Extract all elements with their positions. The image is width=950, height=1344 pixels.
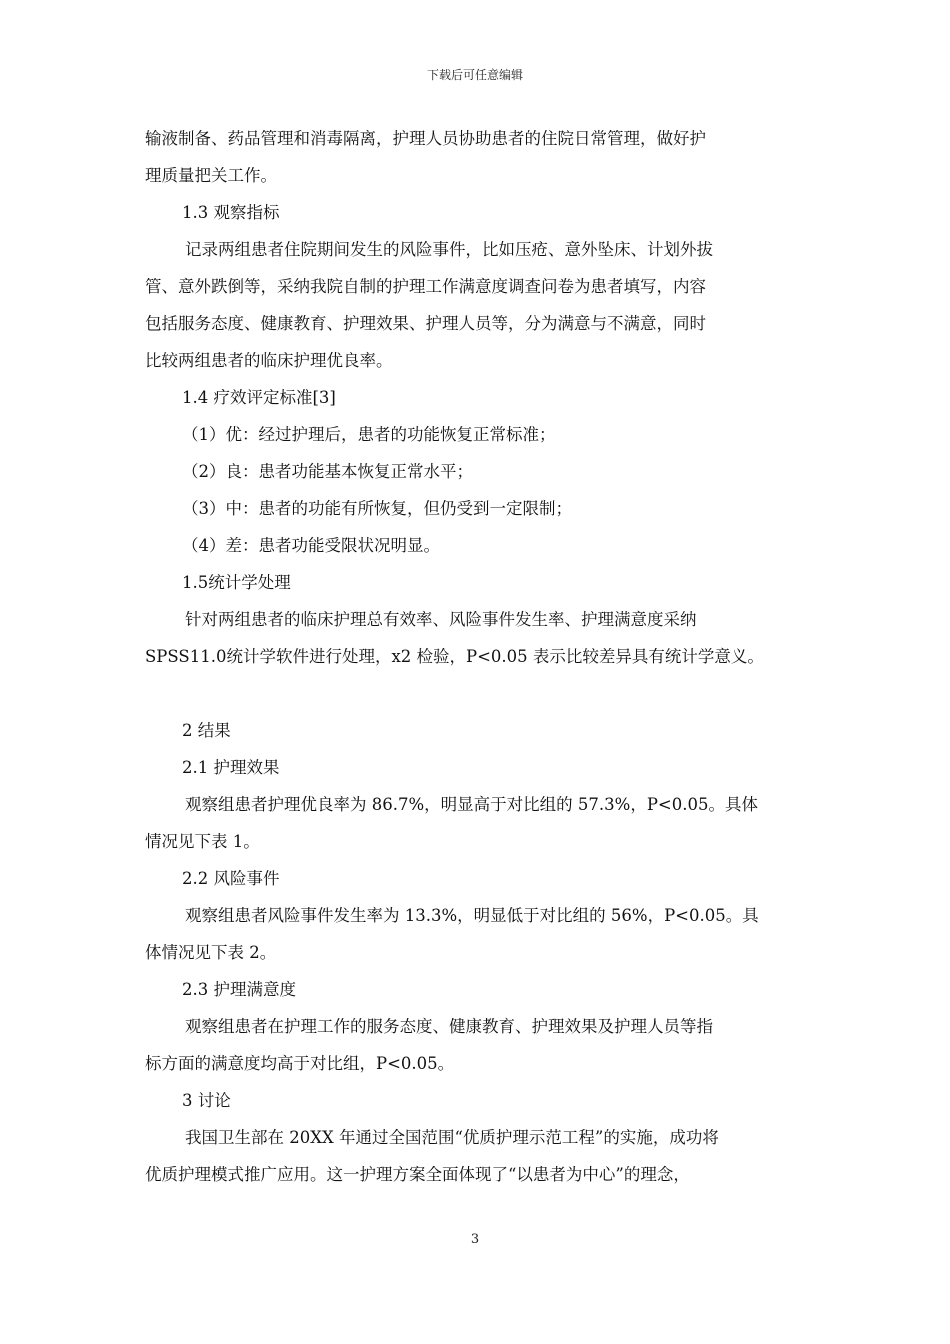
paragraph-line: 体情况见下表 2。 xyxy=(145,943,277,962)
paragraph-line: 针对两组患者的临床护理总有效率、风险事件发生率、护理满意度采纳 xyxy=(185,610,697,629)
paragraph-line: 比较两组患者的临床护理优良率。 xyxy=(145,351,393,370)
section-heading: 2.1 护理效果 xyxy=(182,758,280,777)
list-item: （2）良：患者功能基本恢复正常水平； xyxy=(182,462,473,481)
paragraph-line: 包括服务态度、健康教育、护理效果、护理人员等，分为满意与不满意，同时 xyxy=(145,314,706,333)
paragraph-line: SPSS11.0统计学软件进行处理，x2 检验，P<0.05 表示比较差异具有统计学意义。 xyxy=(145,647,764,666)
section-heading: 2.2 风险事件 xyxy=(182,869,280,888)
blank-line xyxy=(145,675,825,712)
document-body xyxy=(145,120,825,1193)
section-heading: 2 结果 xyxy=(182,721,231,740)
section-heading: 2.3 护理满意度 xyxy=(182,980,296,999)
section-heading: 3 讨论 xyxy=(182,1091,231,1110)
page-number: 3 xyxy=(470,1232,480,1247)
paragraph-line: 观察组患者在护理工作的服务态度、健康教育、护理效果及护理人员等指 xyxy=(185,1017,713,1036)
list-item: （3）中：患者的功能有所恢复，但仍受到一定限制； xyxy=(182,499,572,518)
paragraph-line: 输液制备、药品管理和消毒隔离，护理人员协助患者的住院日常管理，做好护 xyxy=(145,129,706,148)
paragraph-line: 我国卫生部在 20XX 年通过全国范围“优质护理示范工程”的实施，成功将 xyxy=(185,1128,719,1147)
list-item: （1）优：经过护理后，患者的功能恢复正常标准； xyxy=(182,425,556,444)
paragraph-line: 观察组患者风险事件发生率为 13.3%，明显低于对比组的 56%，P<0.05。具 xyxy=(185,906,759,925)
paragraph-line: 记录两组患者住院期间发生的风险事件，比如压疮、意外坠床、计划外拔 xyxy=(185,240,713,259)
paragraph-line: 标方面的满意度均高于对比组，P<0.05。 xyxy=(145,1054,455,1073)
section-heading: 1.4 疗效评定标准[3] xyxy=(182,388,336,407)
paragraph-line: 理质量把关工作。 xyxy=(145,166,277,185)
list-item: （4）差：患者功能受限状况明显。 xyxy=(182,536,440,555)
paragraph-line: 情况见下表 1。 xyxy=(145,832,260,851)
header-note: 下载后可任意编辑 xyxy=(426,68,523,82)
section-heading: 1.3 观察指标 xyxy=(182,203,280,222)
section-heading: 1.5统计学处理 xyxy=(182,573,291,592)
paragraph-line: 管、意外跌倒等，采纳我院自制的护理工作满意度调查问卷为患者填写，内容 xyxy=(145,277,706,296)
paragraph-line: 观察组患者护理优良率为 86.7%，明显高于对比组的 57.3%，P<0.05。具体 xyxy=(185,795,758,814)
paragraph-line: 优质护理模式推广应用。这一护理方案全面体现了“以患者为中心”的理念， xyxy=(145,1165,690,1184)
